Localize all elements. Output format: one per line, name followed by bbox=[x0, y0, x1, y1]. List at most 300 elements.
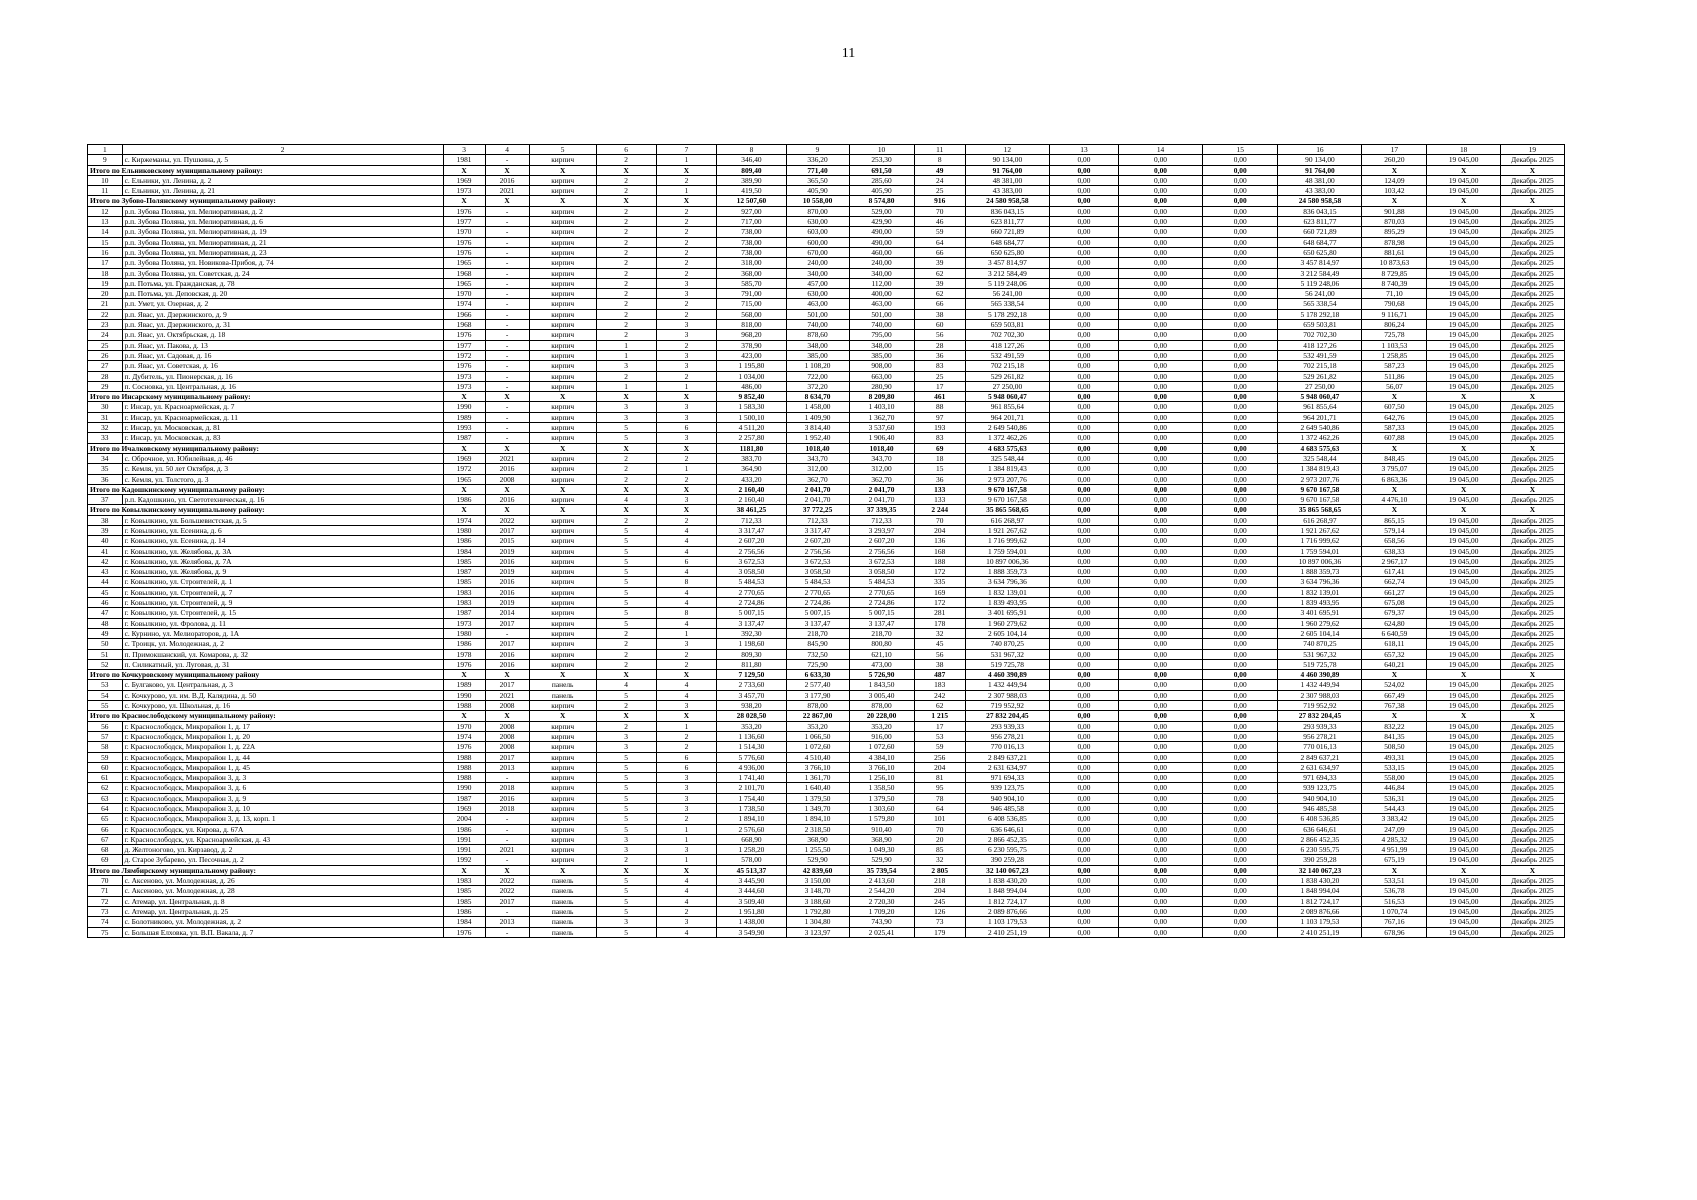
table-cell: - bbox=[485, 320, 529, 330]
table-cell: 0,00 bbox=[1049, 845, 1118, 855]
table-cell: 67 bbox=[88, 834, 123, 844]
table-cell: 0,00 bbox=[1049, 350, 1118, 360]
table-row bbox=[88, 309, 1565, 319]
table-cell: Декабрь 2025 bbox=[1500, 742, 1564, 752]
table-cell: 1 403,10 bbox=[849, 402, 914, 412]
table-cell: 2 649 540,86 bbox=[1278, 423, 1362, 433]
table-cell: Декабрь 2025 bbox=[1500, 834, 1564, 844]
table-cell: 0,00 bbox=[1202, 206, 1278, 216]
table-cell: 2017 bbox=[485, 752, 529, 762]
table-cell: 1986 bbox=[443, 639, 485, 649]
subtotal-cell: 9 852,40 bbox=[717, 392, 786, 402]
subtotal-cell: X bbox=[529, 165, 596, 175]
table-cell: 1970 bbox=[443, 289, 485, 299]
subtotal-cell: 0,00 bbox=[1119, 711, 1203, 721]
subtotal-cell: 24 580 958,58 bbox=[1278, 196, 1362, 206]
table-cell: 0,00 bbox=[1049, 639, 1118, 649]
table-cell: 56 241,00 bbox=[965, 289, 1049, 299]
table-cell: 312,00 bbox=[786, 464, 849, 474]
table-cell: 660 721,89 bbox=[1278, 227, 1362, 237]
subtotal-cell: X bbox=[1500, 392, 1564, 402]
table-cell: Декабрь 2025 bbox=[1500, 320, 1564, 330]
table-cell: 3 bbox=[656, 701, 717, 711]
table-cell: 0,00 bbox=[1119, 155, 1203, 165]
table-cell: кирпич bbox=[529, 536, 596, 546]
table-cell: 74 bbox=[88, 917, 123, 927]
table-cell: 169 bbox=[914, 587, 965, 597]
table-cell: Декабрь 2025 bbox=[1500, 536, 1564, 546]
table-cell: 2 bbox=[596, 855, 656, 865]
table-cell: 343,70 bbox=[849, 453, 914, 463]
subtotal-cell: X bbox=[1427, 505, 1500, 515]
table-cell: 362,70 bbox=[849, 474, 914, 484]
table-cell: 795,00 bbox=[849, 330, 914, 340]
table-cell: Декабрь 2025 bbox=[1500, 453, 1564, 463]
table-cell: 253,30 bbox=[849, 155, 914, 165]
table-cell: 10 897 006,36 bbox=[965, 556, 1049, 566]
table-cell: 2 041,70 bbox=[786, 495, 849, 505]
table-cell: 1 bbox=[656, 155, 717, 165]
table-cell: кирпич bbox=[529, 567, 596, 577]
table-cell: 0,00 bbox=[1202, 495, 1278, 505]
table-cell: 48 bbox=[88, 618, 123, 628]
table-cell: 19 045,00 bbox=[1427, 556, 1500, 566]
table-row bbox=[88, 731, 1565, 741]
table-cell: 0,00 bbox=[1049, 587, 1118, 597]
table-row bbox=[88, 855, 1565, 865]
table-cell: Декабрь 2025 bbox=[1500, 402, 1564, 412]
subtotal-cell: 2 244 bbox=[914, 505, 965, 515]
table-cell: 0,00 bbox=[1202, 433, 1278, 443]
subtotal-row bbox=[88, 670, 1565, 680]
table-cell: 1973 bbox=[443, 618, 485, 628]
table-cell: 19 045,00 bbox=[1427, 247, 1500, 257]
table-cell: кирпич bbox=[529, 268, 596, 278]
table-cell: 19 045,00 bbox=[1427, 731, 1500, 741]
subtotal-cell: 5 948 060,47 bbox=[1278, 392, 1362, 402]
table-cell: Декабрь 2025 bbox=[1500, 175, 1564, 185]
table-cell: 19 045,00 bbox=[1427, 268, 1500, 278]
table-cell: 2 607,20 bbox=[717, 536, 786, 546]
subtotal-cell: X bbox=[485, 443, 529, 453]
table-cell: 1987 bbox=[443, 793, 485, 803]
table-cell: 1 894,10 bbox=[786, 814, 849, 824]
table-cell: 3 bbox=[656, 793, 717, 803]
subtotal-cell: 42 839,60 bbox=[786, 865, 849, 875]
table-cell: 1 bbox=[656, 824, 717, 834]
table-cell: 670,00 bbox=[786, 247, 849, 257]
table-cell: 486,00 bbox=[717, 381, 786, 391]
table-cell: Декабрь 2025 bbox=[1500, 155, 1564, 165]
table-cell: кирпич bbox=[529, 721, 596, 731]
table-cell: кирпич bbox=[529, 330, 596, 340]
table-cell: 0,00 bbox=[1049, 680, 1118, 690]
subtotal-cell: 1181,80 bbox=[717, 443, 786, 453]
table-cell: 2 bbox=[656, 258, 717, 268]
subtotal-row bbox=[88, 865, 1565, 875]
table-cell: 389,90 bbox=[717, 175, 786, 185]
table-cell: 9 bbox=[88, 155, 123, 165]
subtotal-cell: X bbox=[443, 165, 485, 175]
table-cell: 910,40 bbox=[849, 824, 914, 834]
table-cell: 49 bbox=[88, 628, 123, 638]
table-cell: 623 811,77 bbox=[1278, 217, 1362, 227]
table-cell: 2 bbox=[656, 340, 717, 350]
table-cell: 0,00 bbox=[1049, 927, 1118, 937]
table-row bbox=[88, 258, 1565, 268]
subtotal-cell: X bbox=[529, 484, 596, 494]
table-cell: 956 278,21 bbox=[965, 731, 1049, 741]
table-cell: 0,00 bbox=[1119, 896, 1203, 906]
table-cell: 0,00 bbox=[1049, 752, 1118, 762]
subtotal-cell: X bbox=[1362, 484, 1427, 494]
column-number-cell: 10 bbox=[849, 145, 914, 155]
address-cell: р.п. Явас, ул. Садовая, д. 16 bbox=[122, 350, 443, 360]
subtotal-cell: X bbox=[1362, 443, 1427, 453]
table-cell: 1 500,10 bbox=[717, 412, 786, 422]
table-cell: 3 bbox=[596, 412, 656, 422]
address-cell: п. Сосновка, ул. Центральная, д. 16 bbox=[122, 381, 443, 391]
table-cell: Декабрь 2025 bbox=[1500, 896, 1564, 906]
table-cell: Декабрь 2025 bbox=[1500, 340, 1564, 350]
table-cell: 1 358,50 bbox=[849, 783, 914, 793]
table-cell: 1 579,80 bbox=[849, 814, 914, 824]
table-row bbox=[88, 762, 1565, 772]
table-cell: 908,00 bbox=[849, 361, 914, 371]
table-cell: кирпич bbox=[529, 515, 596, 525]
address-cell: г. Ковылкино, ул. Строителей, д. 9 bbox=[122, 598, 443, 608]
subtotal-cell: X bbox=[656, 865, 717, 875]
table-cell: 1 361,70 bbox=[786, 773, 849, 783]
table-cell: 9 116,71 bbox=[1362, 309, 1427, 319]
subtotal-row bbox=[88, 443, 1565, 453]
table-cell: 2 089 876,66 bbox=[1278, 906, 1362, 916]
table-cell: 4 bbox=[656, 598, 717, 608]
address-cell: п. Дубитель, ул. Пионерская, д. 16 bbox=[122, 371, 443, 381]
table-cell: Декабрь 2025 bbox=[1500, 278, 1564, 288]
subtotal-cell: 5 948 060,47 bbox=[965, 392, 1049, 402]
table-cell: 1 458,00 bbox=[786, 402, 849, 412]
table-cell: - bbox=[485, 206, 529, 216]
table-cell: кирпич bbox=[529, 361, 596, 371]
subtotal-label: Итого по Кадошкинскому муниципальному району: bbox=[88, 484, 444, 494]
table-cell: 4 511,20 bbox=[717, 423, 786, 433]
table-cell: 939 123,75 bbox=[965, 783, 1049, 793]
table-cell: 0,00 bbox=[1049, 206, 1118, 216]
table-cell: 0,00 bbox=[1202, 412, 1278, 422]
table-cell: 1977 bbox=[443, 340, 485, 350]
table-cell: Декабрь 2025 bbox=[1500, 515, 1564, 525]
table-cell: 0,00 bbox=[1049, 299, 1118, 309]
subtotal-cell: X bbox=[1427, 165, 1500, 175]
table-cell: 19 045,00 bbox=[1427, 762, 1500, 772]
table-cell: - bbox=[485, 247, 529, 257]
address-cell: р.п. Явас, ул. Октябрьская, д. 18 bbox=[122, 330, 443, 340]
table-row bbox=[88, 515, 1565, 525]
table-cell: 2 bbox=[596, 721, 656, 731]
table-cell: 1 716 999,62 bbox=[1278, 536, 1362, 546]
table-cell: 18 bbox=[914, 453, 965, 463]
table-cell: 536,31 bbox=[1362, 793, 1427, 803]
table-cell: 968,20 bbox=[717, 330, 786, 340]
table-cell: Декабрь 2025 bbox=[1500, 577, 1564, 587]
table-cell: - bbox=[485, 268, 529, 278]
address-cell: с. Оброчное, ул. Юбилейная, д. 46 bbox=[122, 453, 443, 463]
table-cell: 836 043,15 bbox=[965, 206, 1049, 216]
subtotal-cell: 9 670 167,58 bbox=[1278, 484, 1362, 494]
table-cell: 0,00 bbox=[1202, 423, 1278, 433]
table-cell: 2 756,56 bbox=[786, 546, 849, 556]
subtotal-cell: X bbox=[529, 505, 596, 515]
subtotal-cell: 0,00 bbox=[1202, 505, 1278, 515]
table-cell: 64 bbox=[914, 804, 965, 814]
subtotal-cell: 0,00 bbox=[1202, 711, 1278, 721]
table-cell: 48 381,00 bbox=[1278, 175, 1362, 185]
table-cell: 870,03 bbox=[1362, 217, 1427, 227]
address-cell: р.п. Умет, ул. Озерная, д. 2 bbox=[122, 299, 443, 309]
table-cell: 3 bbox=[656, 495, 717, 505]
table-cell: 600,00 bbox=[786, 237, 849, 247]
table-cell: 1 103 179,53 bbox=[1278, 917, 1362, 927]
table-cell: 0,00 bbox=[1202, 536, 1278, 546]
table-cell: 3 bbox=[656, 361, 717, 371]
table-cell: 0,00 bbox=[1119, 742, 1203, 752]
table-cell: 0,00 bbox=[1202, 608, 1278, 618]
subtotal-cell: 6 633,30 bbox=[786, 670, 849, 680]
table-cell: 19 045,00 bbox=[1427, 155, 1500, 165]
table-cell: 293 939,33 bbox=[1278, 721, 1362, 731]
table-cell: 285,60 bbox=[849, 175, 914, 185]
column-number-cell: 5 bbox=[529, 145, 596, 155]
table-cell: 19 045,00 bbox=[1427, 927, 1500, 937]
table-cell: 1 198,60 bbox=[717, 639, 786, 649]
address-cell: р.п. Зубова Поляна, ул. Советская, д. 24 bbox=[122, 268, 443, 278]
table-row bbox=[88, 752, 1565, 762]
address-cell: с. Кочкурово, ул. им. В.Д. Калядина, д. 50 bbox=[122, 690, 443, 700]
table-cell: 0,00 bbox=[1119, 237, 1203, 247]
table-cell: 256 bbox=[914, 752, 965, 762]
table-cell: 348,00 bbox=[849, 340, 914, 350]
column-number-cell: 2 bbox=[122, 145, 443, 155]
table-cell: 19 045,00 bbox=[1427, 381, 1500, 391]
table-cell: 1 362,70 bbox=[849, 412, 914, 422]
table-row bbox=[88, 330, 1565, 340]
subtotal-cell: X bbox=[656, 670, 717, 680]
table-cell: 0,00 bbox=[1119, 608, 1203, 618]
subtotal-cell: 91 764,00 bbox=[1278, 165, 1362, 175]
table-cell: 19 045,00 bbox=[1427, 690, 1500, 700]
table-cell: Декабрь 2025 bbox=[1500, 237, 1564, 247]
table-cell: 2 bbox=[656, 515, 717, 525]
table-cell: 738,00 bbox=[717, 237, 786, 247]
table-cell: 0,00 bbox=[1119, 577, 1203, 587]
table-cell: 0,00 bbox=[1119, 680, 1203, 690]
subtotal-cell: X bbox=[443, 392, 485, 402]
table-cell: 24 bbox=[88, 330, 123, 340]
table-cell: Декабрь 2025 bbox=[1500, 412, 1564, 422]
table-row bbox=[88, 628, 1565, 638]
table-cell: 702 702,30 bbox=[965, 330, 1049, 340]
subtotal-cell: X bbox=[596, 505, 656, 515]
table-cell: 1986 bbox=[443, 495, 485, 505]
table-cell: 3 445,90 bbox=[717, 876, 786, 886]
table-cell: 3 457,70 bbox=[717, 690, 786, 700]
table-cell: Декабрь 2025 bbox=[1500, 793, 1564, 803]
subtotal-cell: 4 460 390,89 bbox=[1278, 670, 1362, 680]
table-cell: 54 bbox=[88, 690, 123, 700]
table-cell: 809,30 bbox=[717, 649, 786, 659]
table-cell: Декабрь 2025 bbox=[1500, 814, 1564, 824]
subtotal-cell: X bbox=[1362, 392, 1427, 402]
table-cell: 4 285,32 bbox=[1362, 834, 1427, 844]
table-cell: 0,00 bbox=[1049, 433, 1118, 443]
table-cell: 878,00 bbox=[786, 701, 849, 711]
table-cell: 712,33 bbox=[786, 515, 849, 525]
table-cell: 0,00 bbox=[1119, 423, 1203, 433]
table-cell: 0,00 bbox=[1049, 247, 1118, 257]
column-number-cell: 6 bbox=[596, 145, 656, 155]
table-cell: 927,00 bbox=[717, 206, 786, 216]
table-cell: 1990 bbox=[443, 402, 485, 412]
table-cell: 1 754,40 bbox=[717, 793, 786, 803]
subtotal-cell: 0,00 bbox=[1202, 196, 1278, 206]
subtotal-cell: X bbox=[1500, 670, 1564, 680]
table-cell: 848,45 bbox=[1362, 453, 1427, 463]
table-cell: 3 137,47 bbox=[717, 618, 786, 628]
column-number-cell: 17 bbox=[1362, 145, 1427, 155]
table-cell: 0,00 bbox=[1049, 814, 1118, 824]
table-cell: 4 bbox=[656, 525, 717, 535]
subtotal-cell: 0,00 bbox=[1202, 865, 1278, 875]
table-cell: 353,20 bbox=[786, 721, 849, 731]
table-cell: 2 756,56 bbox=[717, 546, 786, 556]
table-cell: - bbox=[485, 155, 529, 165]
table-cell: 529,00 bbox=[849, 206, 914, 216]
table-cell: 0,00 bbox=[1049, 155, 1118, 165]
table-cell: 661,27 bbox=[1362, 587, 1427, 597]
table-cell: 8 bbox=[656, 608, 717, 618]
table-cell: 1 303,60 bbox=[849, 804, 914, 814]
table-cell: - bbox=[485, 927, 529, 937]
table-cell: 767,16 bbox=[1362, 917, 1427, 927]
table-cell: 136 bbox=[914, 536, 965, 546]
table-cell: 126 bbox=[914, 906, 965, 916]
table-cell: 6 bbox=[656, 556, 717, 566]
table-cell: 2018 bbox=[485, 804, 529, 814]
table-cell: панель bbox=[529, 886, 596, 896]
table-cell: 4 bbox=[656, 536, 717, 546]
table-cell: 740,00 bbox=[849, 320, 914, 330]
table-row bbox=[88, 402, 1565, 412]
table-cell: 325 548,44 bbox=[1278, 453, 1362, 463]
table-cell: 19 045,00 bbox=[1427, 649, 1500, 659]
table-cell: 0,00 bbox=[1049, 381, 1118, 391]
table-cell: 1 812 724,17 bbox=[965, 896, 1049, 906]
table-cell: 2021 bbox=[485, 453, 529, 463]
table-cell: 2 bbox=[596, 330, 656, 340]
table-cell: 312,00 bbox=[849, 464, 914, 474]
address-cell: г. Краснослободск, Микрорайон 1, д. 44 bbox=[122, 752, 443, 762]
table-cell: 35 bbox=[88, 464, 123, 474]
table-cell: 19 045,00 bbox=[1427, 824, 1500, 834]
address-cell: г. Инсар, ул. Московская, д. 83 bbox=[122, 433, 443, 443]
table-cell: 1973 bbox=[443, 186, 485, 196]
subtotal-cell: 0,00 bbox=[1049, 484, 1118, 494]
table-cell: 946 485,58 bbox=[1278, 804, 1362, 814]
table-cell: 19 045,00 bbox=[1427, 464, 1500, 474]
subtotal-cell: 0,00 bbox=[1202, 165, 1278, 175]
table-cell: 5 bbox=[596, 762, 656, 772]
table-row bbox=[88, 474, 1565, 484]
table-cell: 0,00 bbox=[1202, 330, 1278, 340]
table-row bbox=[88, 814, 1565, 824]
table-cell: 1 438,00 bbox=[717, 917, 786, 927]
subtotal-cell: 37 339,35 bbox=[849, 505, 914, 515]
table-cell: 790,68 bbox=[1362, 299, 1427, 309]
table-cell: 0,00 bbox=[1202, 742, 1278, 752]
subtotal-cell: 1 215 bbox=[914, 711, 965, 721]
column-number-cell: 16 bbox=[1278, 145, 1362, 155]
table-cell: 38 bbox=[914, 309, 965, 319]
table-cell: 5 178 292,18 bbox=[1278, 309, 1362, 319]
table-cell: 2 bbox=[596, 639, 656, 649]
table-cell: 0,00 bbox=[1049, 783, 1118, 793]
table-cell: 0,00 bbox=[1119, 834, 1203, 844]
address-cell: г. Ковылкино, ул. Фролова, д. 11 bbox=[122, 618, 443, 628]
table-cell: 3 634 796,36 bbox=[965, 577, 1049, 587]
address-cell: п. Примокшанский, ул. Комарова, д. 32 bbox=[122, 649, 443, 659]
table-cell: 43 383,00 bbox=[965, 186, 1049, 196]
subtotal-cell: X bbox=[1427, 196, 1500, 206]
table-row bbox=[88, 433, 1565, 443]
table-cell: 33 bbox=[88, 433, 123, 443]
table-cell: 531 967,32 bbox=[1278, 649, 1362, 659]
table-cell: 0,00 bbox=[1119, 247, 1203, 257]
table-cell: 19 045,00 bbox=[1427, 628, 1500, 638]
table-cell: 19 045,00 bbox=[1427, 845, 1500, 855]
table-cell: 0,00 bbox=[1049, 762, 1118, 772]
table-cell: 1 894,10 bbox=[717, 814, 786, 824]
table-row bbox=[88, 289, 1565, 299]
table-cell: 0,00 bbox=[1202, 906, 1278, 916]
table-cell: 4 bbox=[596, 495, 656, 505]
table-cell: 1 304,80 bbox=[786, 917, 849, 927]
table-cell: 71 bbox=[88, 886, 123, 896]
subtotal-cell: 0,00 bbox=[1049, 505, 1118, 515]
table-cell: кирпич bbox=[529, 855, 596, 865]
address-cell: п. Силикатный, ул. Луговая, д. 31 bbox=[122, 659, 443, 669]
table-cell: 0,00 bbox=[1119, 381, 1203, 391]
table-cell: 19 045,00 bbox=[1427, 783, 1500, 793]
table-cell: 29 bbox=[88, 381, 123, 391]
table-cell: 0,00 bbox=[1049, 412, 1118, 422]
table-cell: 52 bbox=[88, 659, 123, 669]
table-cell: 6 230 595,75 bbox=[965, 845, 1049, 855]
table-cell: 2 bbox=[656, 217, 717, 227]
subtotal-cell: X bbox=[529, 865, 596, 875]
table-cell: 2 bbox=[596, 186, 656, 196]
address-cell: г. Ковылкино, ул. Большевистская, д. 5 bbox=[122, 515, 443, 525]
address-cell: с. Большая Елховка, ул. В.П. Вакала, д. 7 bbox=[122, 927, 443, 937]
table-cell: 895,29 bbox=[1362, 227, 1427, 237]
table-cell: 841,35 bbox=[1362, 731, 1427, 741]
table-cell: 5 bbox=[596, 752, 656, 762]
table-cell: 0,00 bbox=[1202, 464, 1278, 474]
address-cell: г. Краснослободск, Микрорайон 1, д. 45 bbox=[122, 762, 443, 772]
table-cell: 3 bbox=[656, 320, 717, 330]
table-row bbox=[88, 268, 1565, 278]
table-cell: 536,78 bbox=[1362, 886, 1427, 896]
